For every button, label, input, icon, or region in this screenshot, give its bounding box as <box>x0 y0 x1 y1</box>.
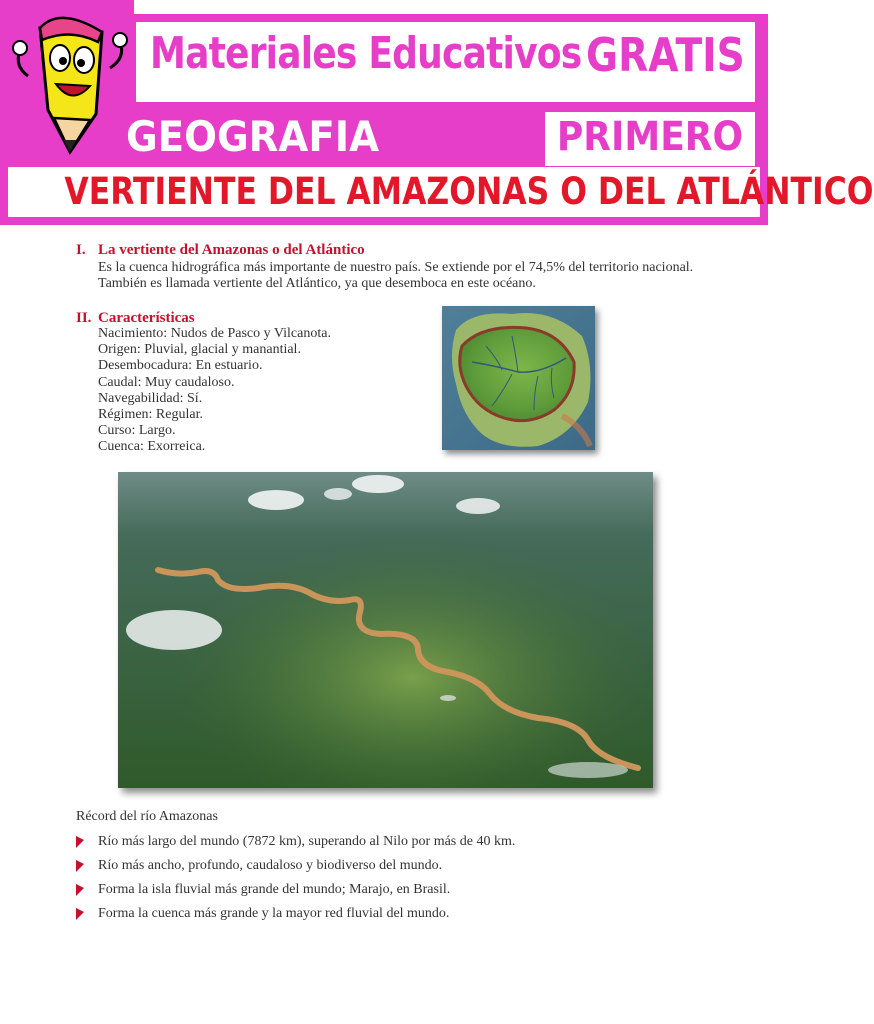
bullet-marker-icon <box>76 836 84 848</box>
bullet-marker-icon <box>76 884 84 896</box>
bullet-marker-icon <box>76 908 84 920</box>
characteristic-item: Régimen: Regular. <box>98 407 203 423</box>
bullet-marker-icon <box>76 860 84 872</box>
characteristic-item: Navegabilidad: Sí. <box>98 390 203 406</box>
record-title: Récord del río Amazonas <box>76 809 218 824</box>
brand-name: Materiales Educativos <box>150 28 582 79</box>
record-bullet-text: Río más largo del mundo (7872 km), superando al Nilo por más de 40 km. <box>98 834 516 849</box>
section-1-line-2: También es llamada vertiente del Atlántico, ya que desemboca en este océano. <box>98 276 536 291</box>
record-bullet-text: Río más ancho, profundo, caudaloso y biodiverso del mundo. <box>98 858 443 873</box>
title-box <box>8 167 874 217</box>
grade-box <box>545 112 755 166</box>
characteristic-item: Nacimiento: Nudos de Pasco y Vilcanota. <box>98 326 331 341</box>
record-bullet-text: Forma la isla fluvial más grande del mundo; Marajo, en Brasil. <box>98 882 451 897</box>
banner-top-strip <box>134 0 768 14</box>
characteristic-item: Curso: Largo. <box>98 423 176 439</box>
section-1-number: I. <box>76 242 86 258</box>
pencil-mascot-icon <box>10 6 130 156</box>
amazon-basin-map-image <box>442 306 595 450</box>
section-1-heading <box>76 242 365 259</box>
characteristic-item: Cuenca: Exorreica. <box>98 439 206 455</box>
characteristic-item: Caudal: Muy caudaloso. <box>98 374 235 390</box>
characteristics-list <box>98 326 331 456</box>
section-1-line-1: Es la cuenca hidrográfica más importante de nuestro país. Se extiende por el 74,5% del territorio nacional. <box>98 260 694 275</box>
section-2-title: Características <box>98 310 195 326</box>
brand-gratis-label: GRATIS <box>586 28 745 82</box>
amazon-river-aerial-photo <box>118 472 653 788</box>
section-2-number: II. <box>76 310 92 326</box>
characteristic-item: Origen: Pluvial, glacial y manantial. <box>98 342 301 358</box>
section-2-heading <box>76 310 195 327</box>
characteristic-item: Desembocadura: En estuario. <box>98 358 263 374</box>
brand-box <box>136 22 755 102</box>
record-bullet-text: Forma la cuenca más grande y la mayor red fluvial del mundo. <box>98 906 450 921</box>
subject-label: GEOGRAFIA <box>126 112 380 161</box>
section-1-title: La vertiente del Amazonas o del Atlántico <box>98 242 365 258</box>
page-title: VERTIENTE DEL AMAZONAS O DEL ATLÁNTICO <box>64 170 874 213</box>
header-banner <box>0 0 874 225</box>
grade-label: PRIMERO <box>556 114 744 160</box>
